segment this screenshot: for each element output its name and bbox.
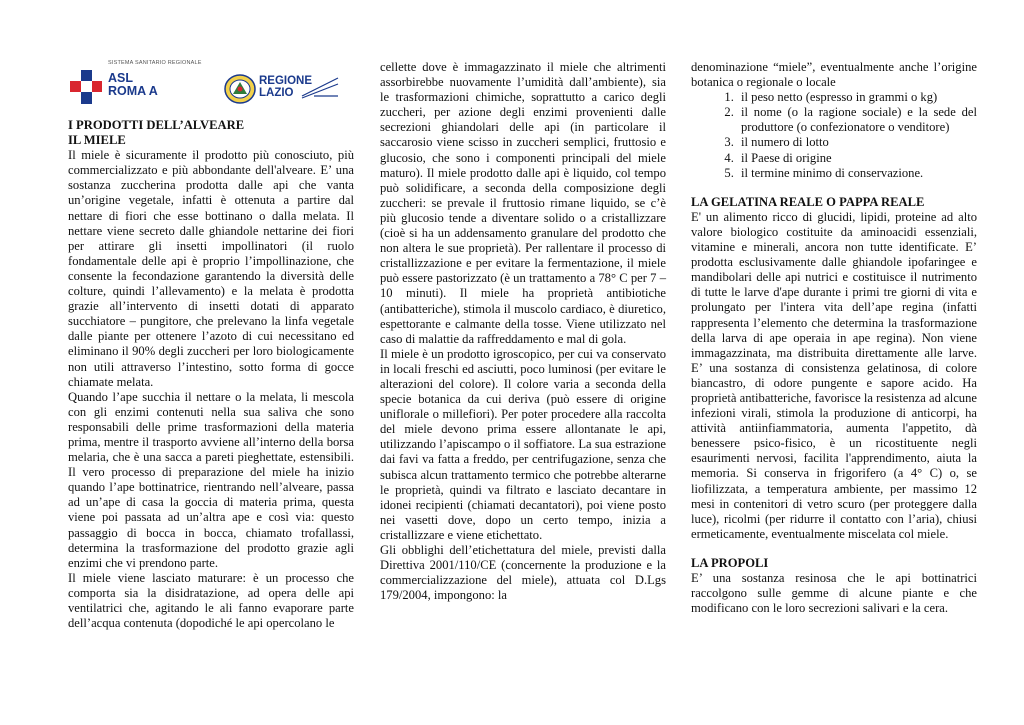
list-item: 5. il termine minimo di conservazione. [737, 166, 977, 181]
miele-paragraph-3: Il miele viene lasciato maturare: è un processo che comporta sia la disidratazione, ad opera delle api ventilatrici che, agitando le ali fanno evaporare parte dell’acqua contenuta (dopodiché le api opercolano le [68, 570, 354, 631]
labeling-requirements-list [691, 90, 977, 181]
list-item: 1. il peso netto (espresso in grammi o kg) [737, 90, 977, 105]
text-column-2 [380, 60, 666, 603]
header-logos [68, 60, 358, 110]
regione-lazio-swoosh-icon [300, 76, 340, 100]
list-item: 4. il Paese di origine [737, 151, 977, 166]
miele-paragraph-4: Il miele è un prodotto igroscopico, per cui va conservato in locali freschi ed asciutti, poco luminosi (per evitare le alterazioni del colore). Il colore varia a seconda della specie botanica da cui deriva (può essere di origine uniflorale o millefiori). Per poter procedere alla raccolta del miele devono prima essere allontanate le api, utilizzando l’apiscampo o il soffiatore. La sua estrazione dai favi va fatta a freddo, per centrifugazione, senza che subisca alcun trattamento termico che potrebbe alterarne le proprietà, quindi va filtrato e lasciato decantare in idonei recipienti (chiamati decantatori), poi viene posto nei vasetti dove, dopo un certo tempo, inizia a cristallizzare e viene etichettato. [380, 346, 666, 542]
list-item: 3. il numero di lotto [737, 135, 977, 150]
regione-lazio-emblem-icon [224, 74, 256, 104]
miele-paragraph-2: Quando l’ape succhia il nettare o la melata, li mescola con gli enzimi contenuti nella sua saliva che sono responsabili delle prime trasformazioni della materia prima, mentre il trasporto avviene all’interno della borsa melaria, che è una sacca a pareti pieghettate, estensibili. Il vero processo di preparazione del miele ha inizio quando l’ape bottinatrice, rientrando nell’alveare, passa ad un’ape di casa la goccia di materia prima, questa viene poi passata ad un’altra ape e così via: questo passaggio di bocca in bocca, chiamato trofallassi, determina la trasformazione del prodotto grazie agli enzimi che vi prendono parte. [68, 389, 354, 570]
list-item: 2. il nome (o la ragione sociale) e la sede del produttore (o confezionatore o venditore) [737, 105, 977, 135]
section-heading-gelatina: LA GELATINA REALE O PAPPA REALE [691, 194, 925, 209]
miele-paragraph-3-continued: cellette dove è immagazzinato il miele che altrimenti assorbirebbe nuovamente l’umidità dall’ambiente), sia le trasformazioni chimiche, soprattutto a carico degli zuccheri, per azione degli enzimi provenienti dalle secrezioni ghiandolari delle api (in particolare il saccarosio viene scisso in zuccheri semplici, fruttosio e glucosio, che sono i componenti principali del miele maturo). Il miele prodotto dalle api è liquido, col tempo può solidificare, a seconda della composizione degli zuccheri: se prevale il fruttosio rimane liquido, se c’è più glucosio tende a diventare solido o a cristallizzare (cioè si ha un addensamento granulare del prodotto che non altera le sue proprietà). Per rallentare il processo di cristallizzazione e per evitare la fermentazione, il miele può essere pastorizzato (è un trattamento a 78° C per 7 – 10 minuti). Il miele ha proprietà antibiotiche (antibatteriche), stimola il muscolo cardiaco, è diuretico, espettorante e calmante della tosse. Viene utilizzato nel caso di malattie da raffreddamento e mal di gola. [380, 60, 666, 346]
miele-paragraph-1: Il miele è sicuramente il prodotto più conosciuto, più commercializzato e più abbondante dell'alveare. E’ una sostanza zuccherina prodotta dalle api che vanta un’origine vegetale, infatti è ottenuta a partire dal nettare di fiori che esse bottinano o dalla melata. Il nettare viene secreto dalle ghiandole nettarine dei fiori per attirare gli insetti impollinatori (il ruolo fondamentale delle api è proprio l’impollinazione, che consente la fecondazione garantendo la diversità delle colture, quindi l’allevamento) e la melata è prodotta grazie all’intervento di insetti dotati di apparato succhiatore – pungitore, che prelevano la linfa vegetale dalle piante per ottenere l’azoto di cui necessitano ed eliminano il 90% degli zuccheri per loro biologicamente non utili attraverso l’intestino, sotto forma di gocce chiamate melata. [68, 148, 354, 389]
section-heading-miele: IL MIELE [68, 133, 126, 148]
text-column-1 [68, 118, 354, 631]
asl-tagline: SISTEMA SANITARIO REGIONALE [108, 60, 202, 66]
miele-paragraph-5-continued: denominazione “miele”, eventualmente anche l’origine botanica o regionale o locale [691, 60, 977, 90]
gelatina-paragraph: E' un alimento ricco di glucidi, lipidi, proteine ad alto valore biologico costituite da aminoacidi essenziali, vitamine e minerali, ancora non tutte identificate. E’ prodotta esclusivamente dalle ghiandole ipofaringee e mandibolari delle api nutrici e costituisce il nutrimento di tutte le larve d'ape durante i primi tre giorni di vita e prolungato per l'intera vita dell’ape regina (infatti rappresenta l’elemento che determina la trasformazione della larva di ape operaia in ape regina). Non viene immagazzinata, ma distribuita direttamente alle larve. E’ una sostanza di consistenza gelatinosa, di colore biancastro, di odore pungente e sapore acido. Ha proprietà antibatteriche, favorisce la resistenza ad alcune infezioni virali, stimola la produzione di anticorpi, ha attività antiinfiammatoria, aumenta l'appetito, dà benessere psico-fisico, è un ricostituente negli esaurimenti nervosi, facilita l'apprendimento, aiuta la memoria. Si conserva in frigorifero (a 4° C) o, se liofilizzata, a temperatura ambiente, per massimo 12 mesi in contenitori di vetro scuro (per proteggere dalla luce), ricolmi (per ridurre il contatto con l’aria), chiusi ermeticamente, eventualmente miscelata col miele. [691, 209, 977, 541]
regione-logo-line2: LAZIO [259, 86, 294, 99]
asl-logo-line2: ROMA A [108, 83, 158, 98]
propoli-paragraph: E’ una sostanza resinosa che le api bottinatrici raccolgono sulle gemme di alcune piante e che modificano con le loro secrezioni salivari e la cera. [691, 571, 977, 616]
asl-logo-line1: ASL [108, 71, 133, 85]
asl-logo-text [108, 72, 158, 97]
section-heading-propoli: LA PROPOLI [691, 555, 769, 570]
document-title: I PRODOTTI DELL’ALVEARE [68, 118, 245, 132]
miele-paragraph-5: Gli obblighi dell’etichettatura del miele, previsti dalla Direttiva 2001/110/CE (concernente la produzione e la commercializzazione del miele), attuata col D.Lgs 179/2004, impongono: la [380, 543, 666, 603]
asl-cross-logo [70, 70, 102, 104]
text-column-3 [691, 60, 977, 616]
regione-logo-line1: REGIONE [259, 75, 313, 87]
